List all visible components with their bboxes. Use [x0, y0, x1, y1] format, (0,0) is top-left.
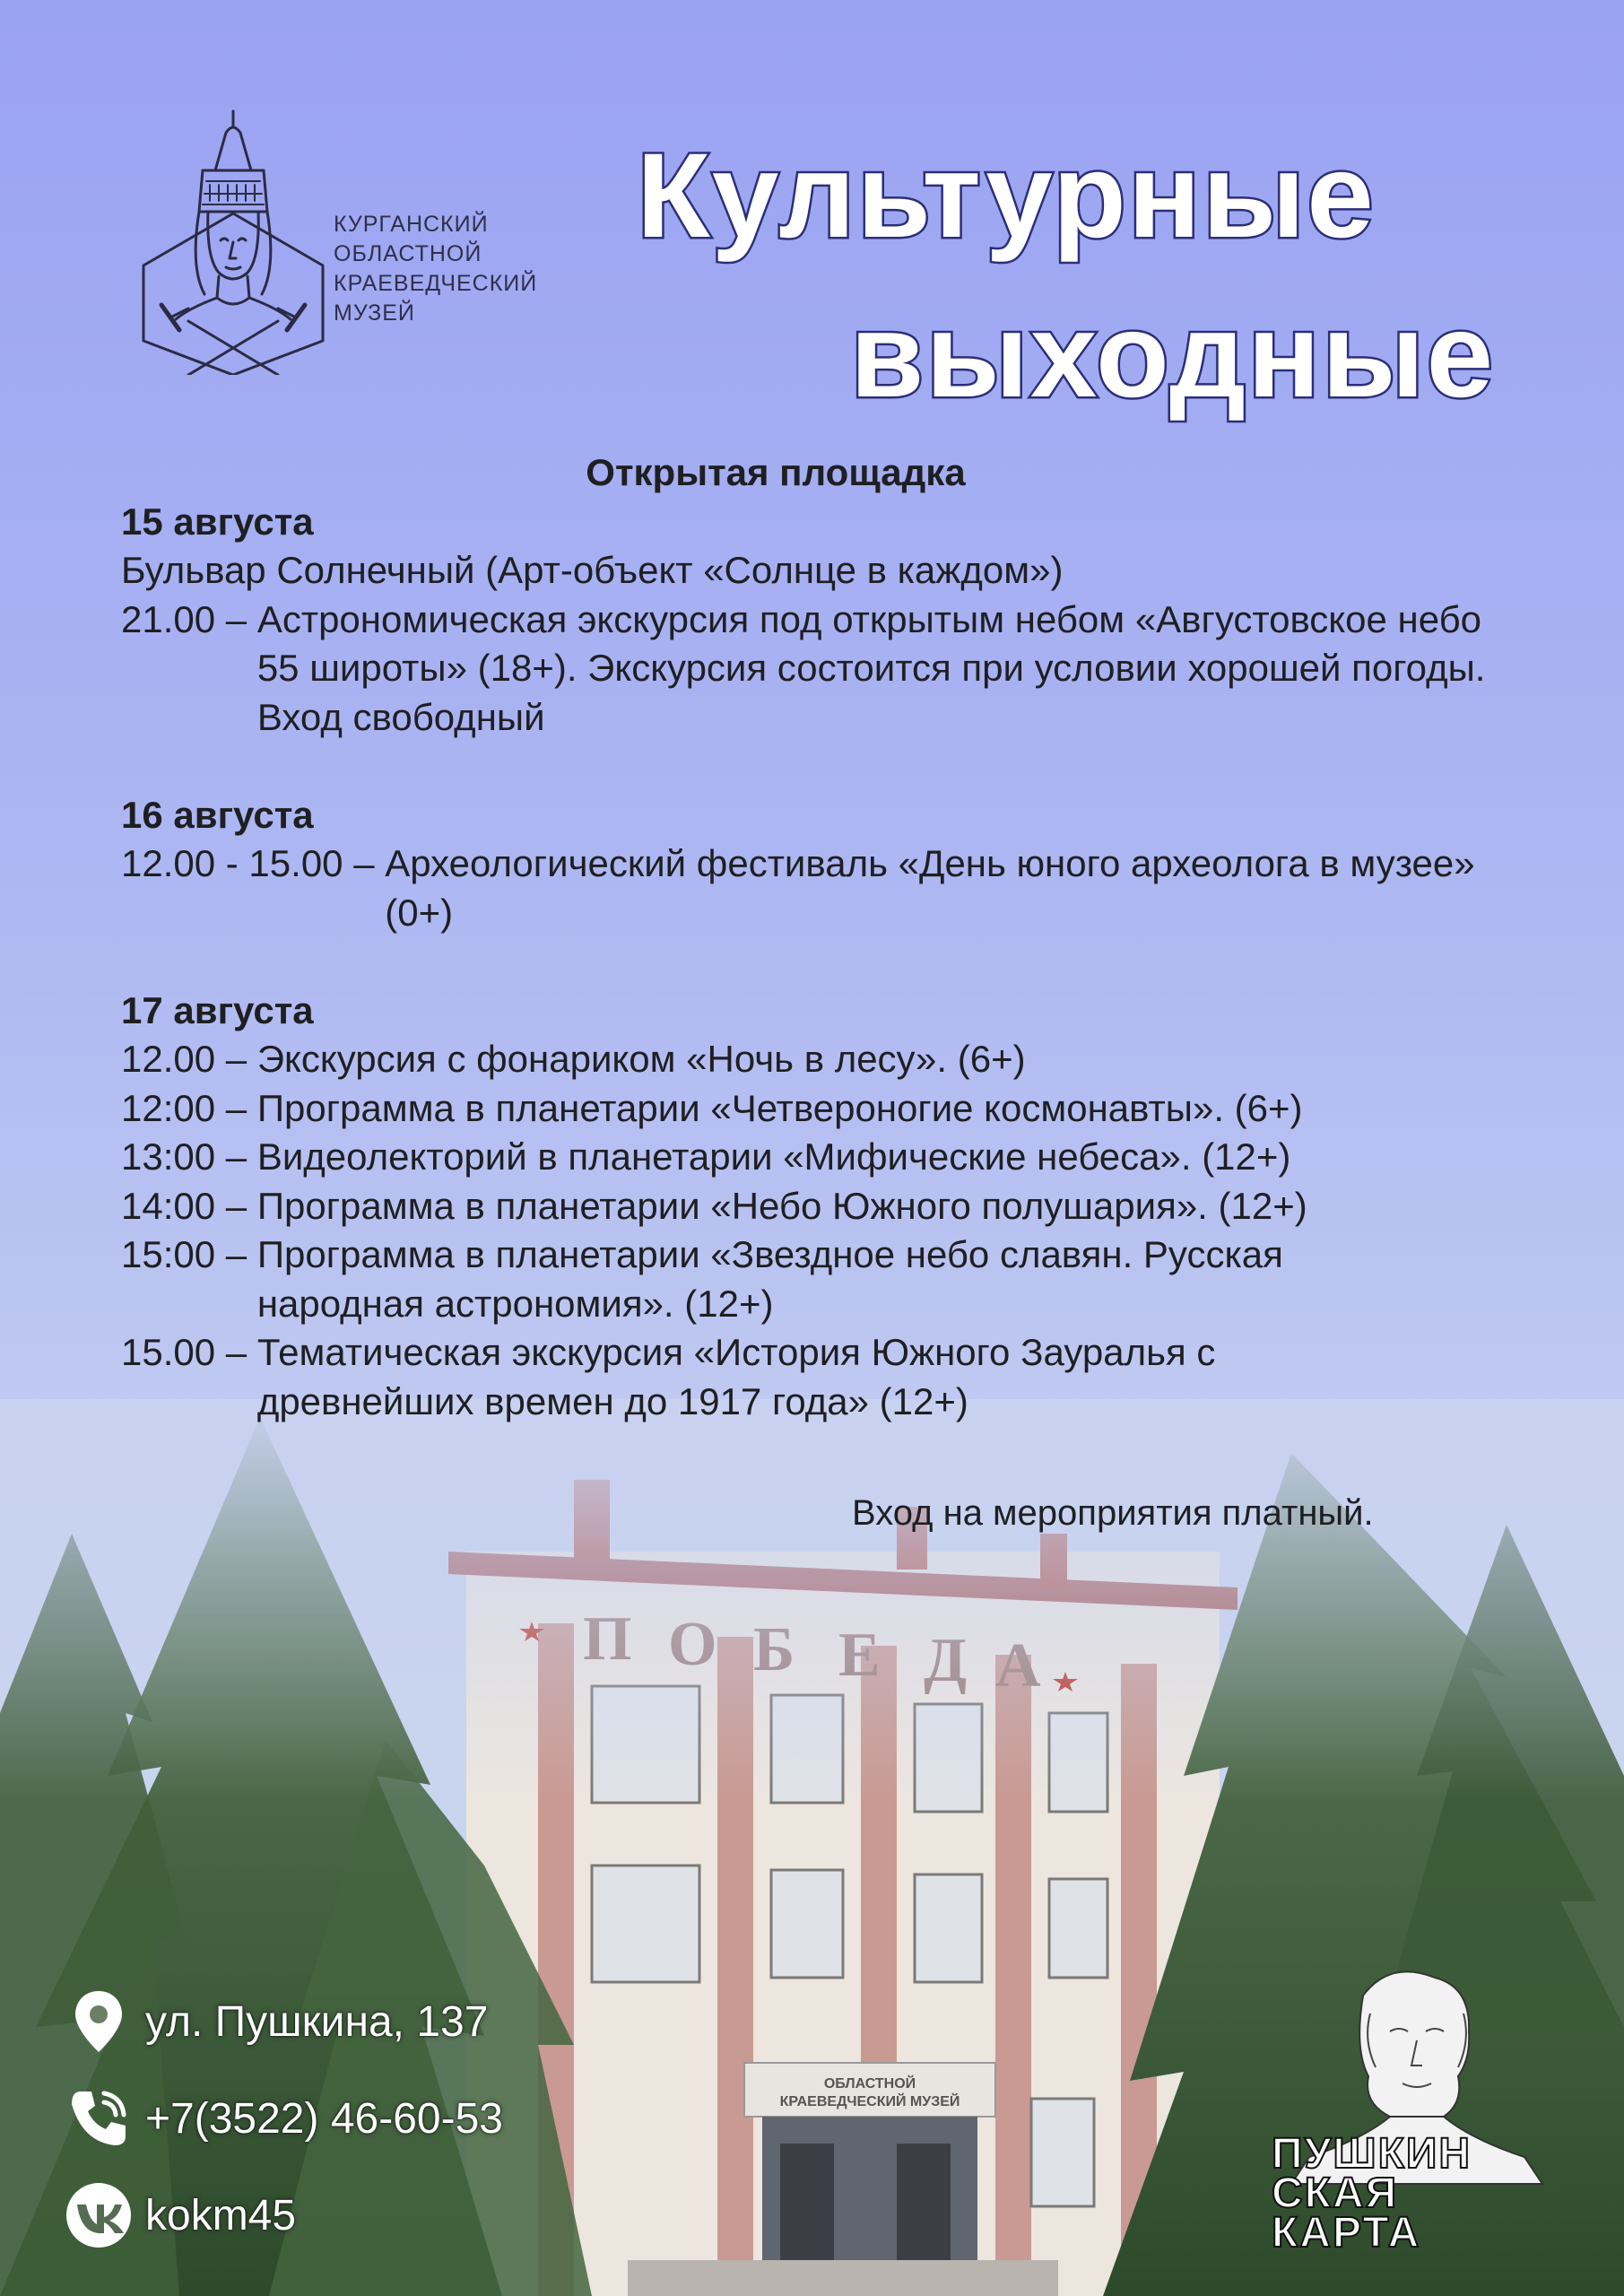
event-row — [121, 1133, 1556, 1182]
page-title — [628, 117, 1560, 436]
org-line-4: МУЗЕЙ — [334, 300, 415, 326]
event-row — [121, 1035, 1556, 1084]
contact-social[interactable] — [65, 2167, 503, 2264]
location-pin-icon — [65, 1987, 133, 2056]
vk-icon — [65, 2181, 133, 2249]
social-text: kokm45 — [145, 2191, 297, 2239]
event-row — [121, 1231, 1556, 1328]
schedule — [121, 448, 1556, 1426]
event-row — [121, 596, 1556, 743]
day-3-date: 17 августа — [121, 988, 314, 1031]
org-line-2: ОБЛАСТНОЙ — [334, 241, 482, 266]
paid-entry-note: Вход на мероприятия платный. — [852, 1493, 1374, 1533]
title-line-2: выходные — [850, 289, 1496, 422]
event-description: Археологический фестиваль «День юного археолога в музее» (0+) — [385, 842, 1475, 934]
event-description: Программа в планетарии «Четвероногие космонавты». (6+) — [256, 1086, 1303, 1129]
event-description: Экскурсия с фонариком «Ночь в лесу». (6+) — [256, 1038, 1026, 1080]
event-row — [121, 1328, 1556, 1426]
museum-logo-icon — [126, 106, 341, 375]
event-time: 12:00 – — [121, 1086, 257, 1129]
address-text: ул. Пушкина, 137 — [145, 1997, 489, 2046]
phone-text: +7(3522) 46-60-53 — [145, 2094, 503, 2143]
contact-phone[interactable] — [65, 2070, 503, 2167]
day-2-date: 16 августа — [121, 793, 314, 836]
pushkin-card-logo — [1272, 2130, 1472, 2257]
pushkin-card-line-3: КАРТА — [1272, 2209, 1421, 2257]
title-line-1: Культурные — [637, 129, 1376, 263]
event-row — [121, 1084, 1556, 1134]
event-description: Астрономическая экскурсия под открытым небом «Августовское небо 55 широты» (18+). Экскурсия состоится при условии хорошей погоды. Вход свободный — [256, 597, 1486, 738]
event-time: 12.00 - 15.00 – — [121, 842, 386, 884]
event-time: 15:00 – — [121, 1233, 257, 1275]
contacts — [65, 1973, 503, 2264]
museum-name — [334, 210, 537, 328]
event-time: 15.00 – — [121, 1331, 257, 1373]
event-description: Программа в планетарии «Небо Южного полушария». (12+) — [256, 1184, 1307, 1227]
event-description: Тематическая экскурсия «История Южного Зауралья с древнейших времен до 1917 года» (12+) — [256, 1331, 1216, 1422]
event-description: Видеолекторий в планетарии «Мифические небеса». (12+) — [256, 1135, 1291, 1178]
pushkin-card-line-2: СКАЯ — [1272, 2170, 1399, 2217]
event-time: 13:00 – — [121, 1135, 257, 1178]
org-line-3: КРАЕВЕДЧЕСКИЙ — [334, 271, 538, 296]
org-line-1: КУРГАНСКИЙ — [334, 212, 489, 237]
pushkin-card-line-1: ПУШКИН — [1272, 2130, 1472, 2178]
contact-address — [65, 1973, 503, 2070]
phone-icon — [65, 2084, 133, 2152]
event-row — [121, 1182, 1556, 1231]
event-time: 21.00 – — [121, 597, 257, 640]
day-1-place: Бульвар Солнечный (Арт-объект «Солнце в каждом») — [121, 549, 1064, 591]
day-1-date: 15 августа — [121, 500, 314, 543]
section-title: Открытая площадка — [586, 451, 966, 493]
event-row — [121, 839, 1556, 937]
event-time: 14:00 – — [121, 1184, 257, 1227]
event-time: 12.00 – — [121, 1038, 257, 1080]
event-description: Программа в планетарии «Звездное небо славян. Русская народная астрономия». (12+) — [256, 1233, 1283, 1325]
